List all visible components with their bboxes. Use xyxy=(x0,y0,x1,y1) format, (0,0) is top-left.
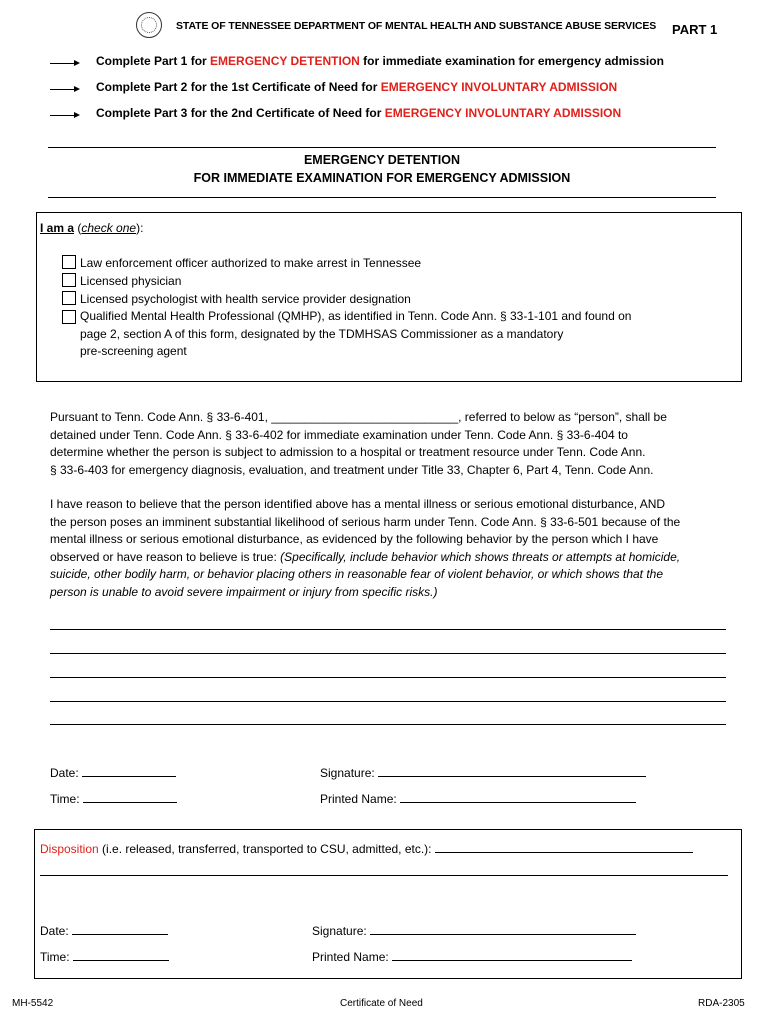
form-subtitle: FOR IMMEDIATE EXAMINATION FOR EMERGENCY ADMISSION xyxy=(193,171,571,185)
pursuant-paragraph: Pursuant to Tenn. Code Ann. § 33-6-401, ____________________________, referred to below as “person”, shall be detained under Tenn. Code Ann. § 33-6-402 for immediate examination under Tenn. Code Ann. § 33-6-404 to determine whether the person is subject to admission to a hospital or treatment resource under Tenn. Code Ann. § 33-6-403 for emergency diagnosis, evaluation, and treatment under Title 33, Chapter 6, Part 4, Tenn. Code Ann. xyxy=(50,410,667,477)
disposition-signature-input[interactable] xyxy=(370,922,636,935)
arrow-icon xyxy=(50,63,78,64)
option-law-enforcement: Law enforcement officer authorized to make arrest in Tennessee xyxy=(80,256,422,270)
disposition-line[interactable] xyxy=(40,875,728,876)
date-input[interactable] xyxy=(82,764,176,777)
instruction-1: Complete Part 1 for EMERGENCY DETENTION for immediate examination for emergency admission xyxy=(96,54,664,68)
printed-name-field: Printed Name: xyxy=(320,790,636,806)
part-label: PART 1 xyxy=(672,22,718,37)
state-seal-icon xyxy=(136,12,162,38)
divider xyxy=(48,147,716,148)
form-title: EMERGENCY DETENTION xyxy=(303,153,461,167)
disposition-printed-name-field: Printed Name: xyxy=(312,948,632,964)
disposition-signature-field: Signature: xyxy=(312,922,636,938)
option-qmhp: Qualified Mental Health Professional (QMHP), as identified in Tenn. Code Ann. § 33-1-101 and found on xyxy=(80,309,632,323)
agency-header: STATE OF TENNESSEE DEPARTMENT OF MENTAL HEALTH AND SUBSTANCE ABUSE SERVICES xyxy=(176,20,657,32)
signature-field: Signature: xyxy=(320,764,646,780)
disposition-input[interactable] xyxy=(435,840,693,853)
divider xyxy=(48,197,716,198)
checkbox-law-enforcement[interactable] xyxy=(62,255,76,269)
option-qmhp-cont: pre-screening agent xyxy=(80,344,187,358)
arrow-icon xyxy=(50,115,78,116)
signature-input[interactable] xyxy=(378,764,646,777)
disposition-printed-name-input[interactable] xyxy=(392,948,632,961)
role-label: I am a (check one): xyxy=(40,221,144,235)
time-field: Time: xyxy=(50,790,177,806)
instruction-3: Complete Part 3 for the 2nd Certificate of Need for EMERGENCY INVOLUNTARY ADMISSION xyxy=(96,106,622,120)
checkbox-psychologist[interactable] xyxy=(62,291,76,305)
disposition-date-input[interactable] xyxy=(72,922,168,935)
option-physician: Licensed physician xyxy=(80,274,182,288)
behavior-line[interactable] xyxy=(50,677,726,678)
disposition-time-input[interactable] xyxy=(73,948,169,961)
instruction-2: Complete Part 2 for the 1st Certificate of Need for EMERGENCY INVOLUNTARY ADMISSION xyxy=(96,80,618,94)
footer-title: Certificate of Need xyxy=(340,998,423,1009)
option-qmhp-cont: page 2, section A of this form, designated by the TDMHSAS Commissioner as a mandatory xyxy=(80,327,564,341)
disposition-time-field: Time: xyxy=(40,948,169,964)
disposition-date-field: Date: xyxy=(40,922,168,938)
time-input[interactable] xyxy=(83,790,177,803)
behavior-line[interactable] xyxy=(50,653,726,654)
behavior-line[interactable] xyxy=(50,701,726,702)
printed-name-input[interactable] xyxy=(400,790,636,803)
disposition-field: Disposition (i.e. released, transferred, transported to CSU, admitted, etc.): xyxy=(40,840,693,856)
checkbox-physician[interactable] xyxy=(62,273,76,287)
belief-paragraph: I have reason to believe that the person identified above has a mental illness or serious emotional disturbance, AND the person poses an imminent substantial likelihood of serious harm under Tenn. Code Ann. § 33-6-501 because of the mental illness or serious emotional disturbance, as evidenced by the following behavior by the person which I have observed or have reason to believe is true: (Specifically, include behavior which shows threats or attempts at homicide, suicide, other bodily harm, or behavior placing others in reasonable fear of violent behavior, or which shows that the person is unable to avoid severe impairment or injury from specific risks.) xyxy=(50,497,681,599)
option-psychologist: Licensed psychologist with health service provider designation xyxy=(80,292,411,306)
checkbox-qmhp[interactable] xyxy=(62,310,76,324)
footer-code: RDA-2305 xyxy=(698,998,745,1009)
behavior-line[interactable] xyxy=(50,629,726,630)
date-field: Date: xyxy=(50,764,176,780)
behavior-line[interactable] xyxy=(50,724,726,725)
arrow-icon xyxy=(50,89,78,90)
form-number: MH-5542 xyxy=(12,998,54,1009)
